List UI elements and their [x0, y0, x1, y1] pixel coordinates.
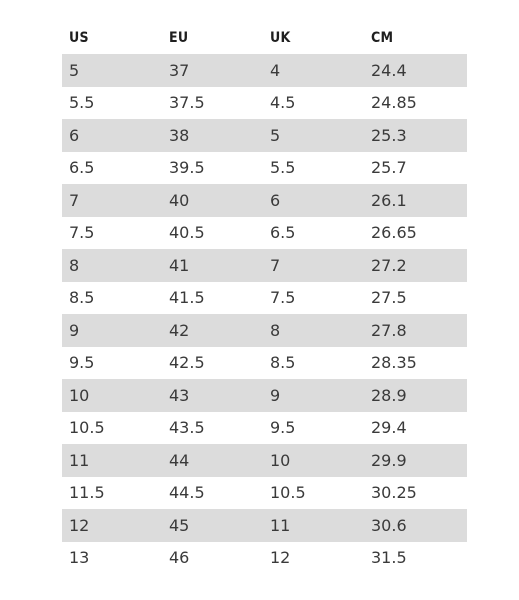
size-chart-header	[62, 22, 467, 54]
eu-size-cell: 39.5	[169, 158, 205, 178]
eu-size-cell: 46	[169, 548, 190, 568]
eu-size-cell: 43	[162, 379, 263, 412]
table-row	[62, 477, 467, 510]
uk-size-cell: 9	[263, 379, 364, 412]
cm-size-cell: 30.6	[364, 509, 467, 542]
us-size-cell: 6.5	[69, 158, 95, 178]
eu-size-cell: 42	[162, 314, 263, 347]
us-size-cell: 6	[62, 119, 162, 152]
us-size-cell: 13	[69, 548, 90, 568]
cm-size-cell: 29.9	[364, 444, 467, 477]
eu-size-cell: 37	[162, 54, 263, 87]
us-size-cell: 11	[62, 444, 162, 477]
table-row	[62, 347, 467, 380]
uk-size-cell: 4	[263, 54, 364, 87]
size-chart-table	[62, 22, 467, 574]
uk-size-cell: 5	[263, 119, 364, 152]
uk-size-cell: 4.5	[270, 93, 296, 113]
cm-size-cell: 27.2	[364, 249, 467, 282]
cm-size-cell: 26.1	[364, 184, 467, 217]
us-size-cell: 8.5	[69, 288, 95, 308]
eu-size-cell: 38	[162, 119, 263, 152]
table-row	[62, 314, 467, 347]
us-size-cell: 12	[62, 509, 162, 542]
cm-size-cell: 25.7	[371, 158, 407, 178]
uk-size-cell: 9.5	[270, 418, 296, 438]
us-size-cell: 7.5	[69, 223, 95, 243]
eu-size-cell: 44	[162, 444, 263, 477]
column-header-eu: EU	[169, 30, 189, 46]
uk-size-cell: 10.5	[270, 483, 306, 503]
uk-size-cell: 10	[263, 444, 364, 477]
table-row	[62, 152, 467, 185]
uk-size-cell: 6	[263, 184, 364, 217]
column-header-cm: CM	[371, 30, 394, 46]
eu-size-cell: 40	[162, 184, 263, 217]
table-row	[62, 379, 467, 412]
uk-size-cell: 5.5	[270, 158, 296, 178]
table-row	[62, 542, 467, 575]
us-size-cell: 8	[62, 249, 162, 282]
table-row	[62, 54, 467, 87]
us-size-cell: 10.5	[69, 418, 105, 438]
cm-size-cell: 25.3	[364, 119, 467, 152]
eu-size-cell: 41.5	[169, 288, 205, 308]
uk-size-cell: 6.5	[270, 223, 296, 243]
us-size-cell: 11.5	[69, 483, 105, 503]
table-row	[62, 509, 467, 542]
table-row	[62, 412, 467, 445]
eu-size-cell: 44.5	[169, 483, 205, 503]
table-row	[62, 249, 467, 282]
us-size-cell: 7	[62, 184, 162, 217]
us-size-cell: 9	[62, 314, 162, 347]
eu-size-cell: 42.5	[169, 353, 205, 373]
size-chart-body	[62, 54, 467, 574]
uk-size-cell: 8	[263, 314, 364, 347]
table-row	[62, 184, 467, 217]
eu-size-cell: 41	[162, 249, 263, 282]
cm-size-cell: 28.9	[364, 379, 467, 412]
us-size-cell: 5.5	[69, 93, 95, 113]
cm-size-cell: 24.85	[371, 93, 417, 113]
uk-size-cell: 7.5	[270, 288, 296, 308]
cm-size-cell: 26.65	[371, 223, 417, 243]
table-row	[62, 444, 467, 477]
cm-size-cell: 30.25	[371, 483, 417, 503]
eu-size-cell: 43.5	[169, 418, 205, 438]
us-size-cell: 5	[62, 54, 162, 87]
column-header-uk: UK	[270, 30, 291, 46]
uk-size-cell: 12	[270, 548, 291, 568]
header-row	[62, 22, 467, 54]
eu-size-cell: 45	[162, 509, 263, 542]
table-row	[62, 119, 467, 152]
uk-size-cell: 11	[263, 509, 364, 542]
cm-size-cell: 28.35	[371, 353, 417, 373]
eu-size-cell: 40.5	[169, 223, 205, 243]
column-header-us: US	[69, 30, 89, 46]
cm-size-cell: 29.4	[371, 418, 407, 438]
cm-size-cell: 31.5	[371, 548, 407, 568]
table-row	[62, 87, 467, 120]
us-size-cell: 9.5	[69, 353, 95, 373]
uk-size-cell: 8.5	[270, 353, 296, 373]
us-size-cell: 10	[62, 379, 162, 412]
eu-size-cell: 37.5	[169, 93, 205, 113]
cm-size-cell: 27.5	[371, 288, 407, 308]
cm-size-cell: 24.4	[364, 54, 467, 87]
table-row	[62, 217, 467, 250]
uk-size-cell: 7	[263, 249, 364, 282]
table-row	[62, 282, 467, 315]
cm-size-cell: 27.8	[364, 314, 467, 347]
